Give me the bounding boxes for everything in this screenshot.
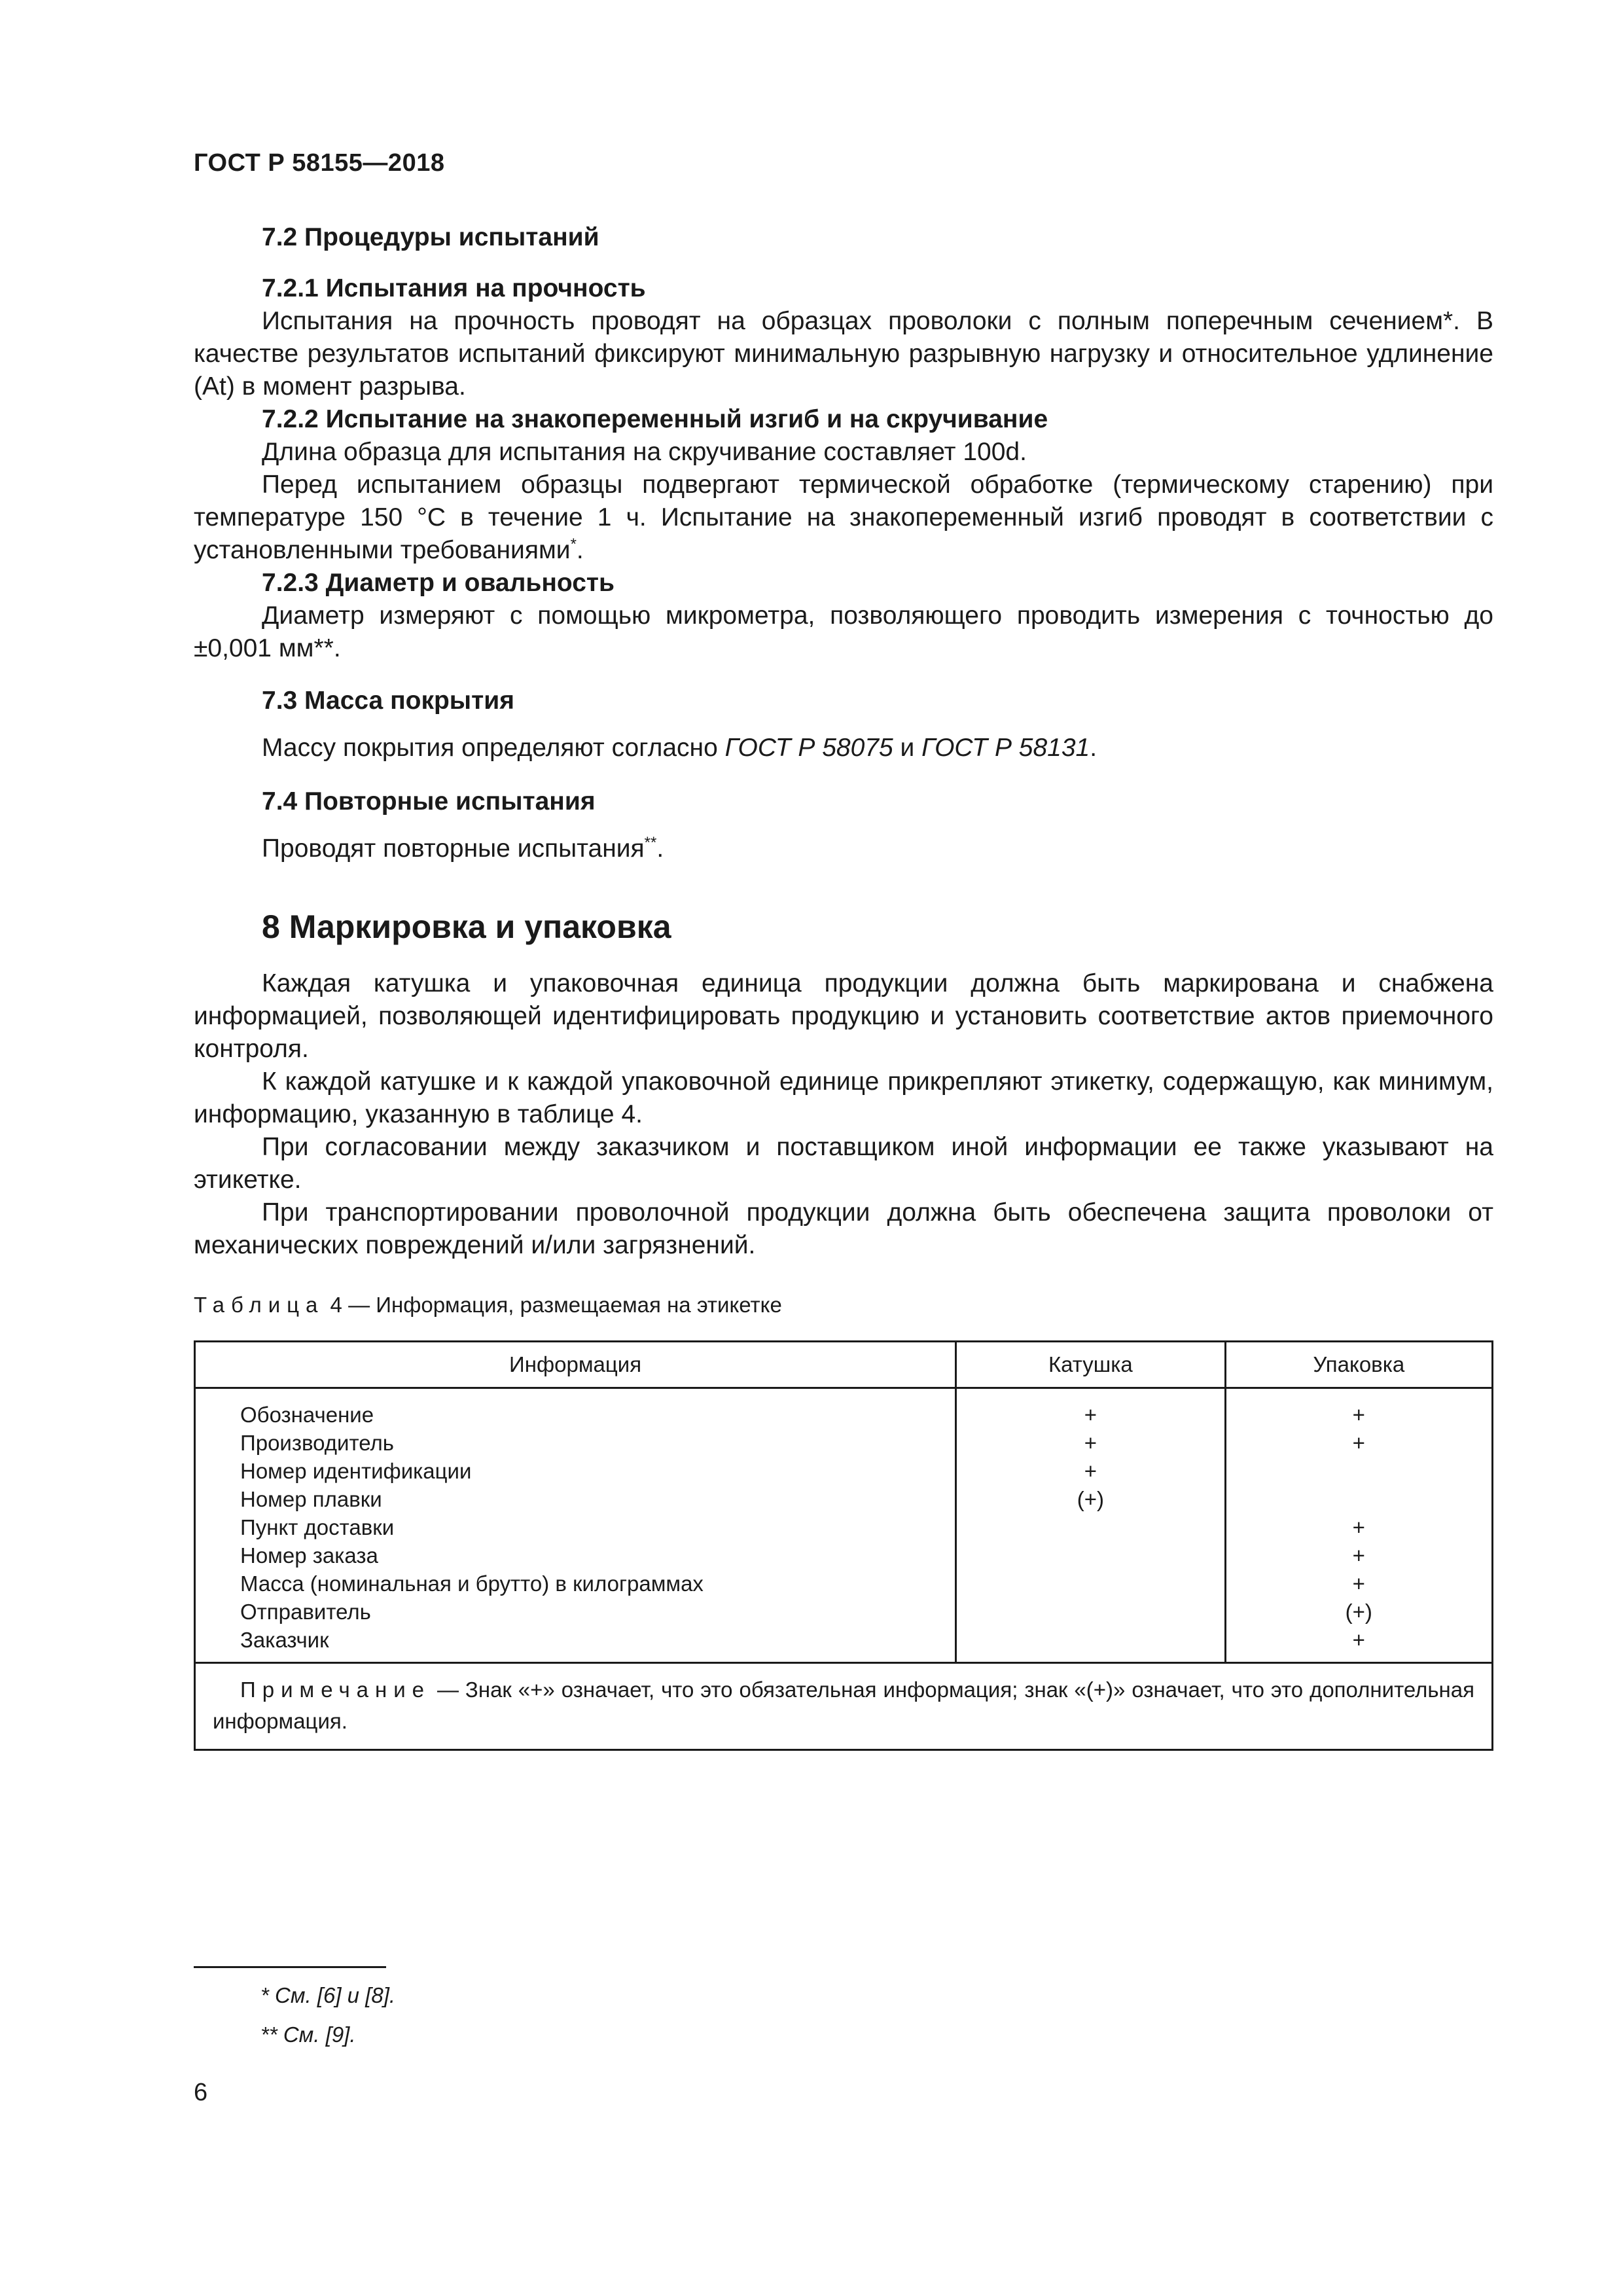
package-mark: + xyxy=(1352,1431,1365,1455)
coil-mark xyxy=(957,1598,1224,1626)
paragraph-7-2-2-length: Длина образца для испытания на скручивание составляет 100d. xyxy=(262,438,1027,466)
heading-7-2-3: 7.2.3 Диаметр и овальность xyxy=(262,569,615,597)
coil-mark xyxy=(957,1626,1224,1654)
coil-mark xyxy=(957,1570,1224,1598)
reference-gost-58131: ГОСТ Р 58131 xyxy=(921,734,1090,762)
table-note xyxy=(194,1664,1493,1751)
table-header-row xyxy=(195,1342,1493,1388)
retest-text xyxy=(194,833,1493,865)
table-row-info: Производитель xyxy=(240,1431,394,1455)
coil-column xyxy=(956,1388,1225,1663)
table-row-info: Отправитель xyxy=(240,1600,371,1624)
section-7-2-3 xyxy=(194,567,1493,665)
section-7-3 xyxy=(194,685,1493,717)
package-mark: + xyxy=(1352,1628,1365,1652)
heading-8: 8 Маркировка и упаковка xyxy=(262,908,671,945)
paragraph-7-3 xyxy=(194,732,1493,764)
table-caption xyxy=(194,1291,1493,1319)
document-code: ГОСТ Р 58155—2018 xyxy=(194,149,445,177)
info-list xyxy=(196,1389,955,1662)
paragraph-8-3: При согласовании между заказчиком и поставщиком иной информации ее также указывают на этикетке. xyxy=(194,1133,1493,1194)
package-mark: + xyxy=(1352,1543,1365,1568)
table-row-info: Номер заказа xyxy=(240,1543,378,1568)
coil-marks xyxy=(957,1389,1224,1662)
coil-mark: + xyxy=(1084,1403,1097,1427)
footnote-mark: * xyxy=(570,535,577,553)
sentence-end: . xyxy=(656,834,664,863)
package-mark xyxy=(1226,1485,1491,1513)
header-package: Упаковка xyxy=(1225,1342,1492,1388)
header-coil: Катушка xyxy=(956,1342,1225,1388)
text-part: Массу покрытия определяют согласно xyxy=(262,734,725,762)
info-table xyxy=(194,1340,1493,1664)
heading-7-2-1: 7.2.1 Испытания на прочность xyxy=(262,274,646,302)
paragraph-7-2-1: Испытания на прочность проводят на образцах проволоки с полным поперечным сечением*. В качестве результатов испытаний фиксируют минимальную разрывную нагрузку и относительное удлинение (At) в момент разрыва. xyxy=(194,307,1493,401)
table-row-info: Номер плавки xyxy=(240,1487,382,1511)
package-mark: + xyxy=(1352,1571,1365,1596)
section-7-2 xyxy=(194,221,1493,254)
footnote-divider xyxy=(194,1966,386,1968)
coil-mark: + xyxy=(1084,1459,1097,1483)
note-text: — Знак «+» означает, что это обязательная информация; знак «(+)» означает, что это дополнительная информация. xyxy=(213,1677,1474,1733)
heading-7-4: 7.4 Повторные испытания xyxy=(262,787,596,816)
coil-mark: + xyxy=(1084,1431,1097,1455)
text-part: и xyxy=(893,734,922,762)
heading-7-2: 7.2 Процедуры испытаний xyxy=(262,223,599,251)
header-information: Информация xyxy=(195,1342,956,1388)
section-7-2-1 xyxy=(194,272,1493,403)
table-row-info: Номер идентификации xyxy=(240,1459,472,1483)
paragraph-7-2-2-treatment xyxy=(194,469,1493,567)
treatment-text: Перед испытанием образцы подвергают термической обработке (термическому старению) при температуре 150 °С в течение 1 ч. Испытание на знакопеременный изгиб проводят в соответствии с установленными требованиями xyxy=(194,471,1493,564)
caption-label: Таблица xyxy=(194,1293,325,1317)
package-mark: + xyxy=(1352,1403,1365,1427)
footnote-mark: ** xyxy=(644,834,657,852)
coating-mass-text xyxy=(194,732,1493,764)
text-part: Проводят повторные испытания xyxy=(262,834,645,863)
paragraph-7-2-3: Диаметр измеряют с помощью микрометра, позволяющего проводить измерения с точностью до ±0,001 мм**. xyxy=(194,601,1493,662)
page-number: 6 xyxy=(194,2079,208,2106)
note-label: Примечание xyxy=(240,1677,431,1702)
coil-mark xyxy=(957,1541,1224,1570)
coil-mark xyxy=(957,1513,1224,1541)
package-mark xyxy=(1226,1457,1491,1485)
paragraph-8-1: Каждая катушка и упаковочная единица продукции должна быть маркирована и снабжена информацией, позволяющей идентифицировать продукцию и установить соответствие актов приемочного контроля. xyxy=(194,969,1493,1063)
package-mark: (+) xyxy=(1345,1600,1372,1624)
heading-7-2-2: 7.2.2 Испытание на знакопеременный изгиб и на скручивание xyxy=(262,405,1048,433)
text-part: . xyxy=(1090,734,1097,762)
package-mark: + xyxy=(1352,1515,1365,1539)
table-body-row xyxy=(195,1388,1493,1663)
table-row-info: Масса (номинальная и брутто) в килограммах xyxy=(240,1571,704,1596)
heading-7-3: 7.3 Масса покрытия xyxy=(262,687,514,715)
footnote-1: * См. [6] и [8]. xyxy=(260,1983,396,2007)
table-row-info: Обозначение xyxy=(240,1403,374,1427)
caption-text: 4 — Информация, размещаемая на этикетке xyxy=(324,1293,782,1317)
sentence-end: . xyxy=(576,536,584,564)
section-8-body xyxy=(194,967,1493,1262)
coil-mark: (+) xyxy=(1077,1487,1104,1511)
paragraph-7-4 xyxy=(194,833,1493,865)
reference-gost-58075: ГОСТ Р 58075 xyxy=(724,734,893,762)
table-row-info: Заказчик xyxy=(240,1628,329,1652)
package-marks xyxy=(1226,1389,1491,1662)
paragraph-8-2: К каждой катушке и к каждой упаковочной единице прикрепляют этикетку, содержащую, как минимум, информацию, указанную в таблице 4. xyxy=(194,1067,1493,1128)
package-column xyxy=(1225,1388,1492,1663)
section-7-4 xyxy=(194,785,1493,818)
section-8 xyxy=(194,907,1493,946)
table-row-info: Пункт доставки xyxy=(240,1515,395,1539)
info-column xyxy=(195,1388,956,1663)
paragraph-8-4: При транспортировании проволочной продукции должна быть обеспечена защита проволоки от механических повреждений и/или загрязнений. xyxy=(194,1198,1493,1259)
section-7-2-2 xyxy=(194,403,1493,567)
table-4 xyxy=(194,1340,1493,1751)
footnote-2: ** См. [9]. xyxy=(260,2022,356,2047)
